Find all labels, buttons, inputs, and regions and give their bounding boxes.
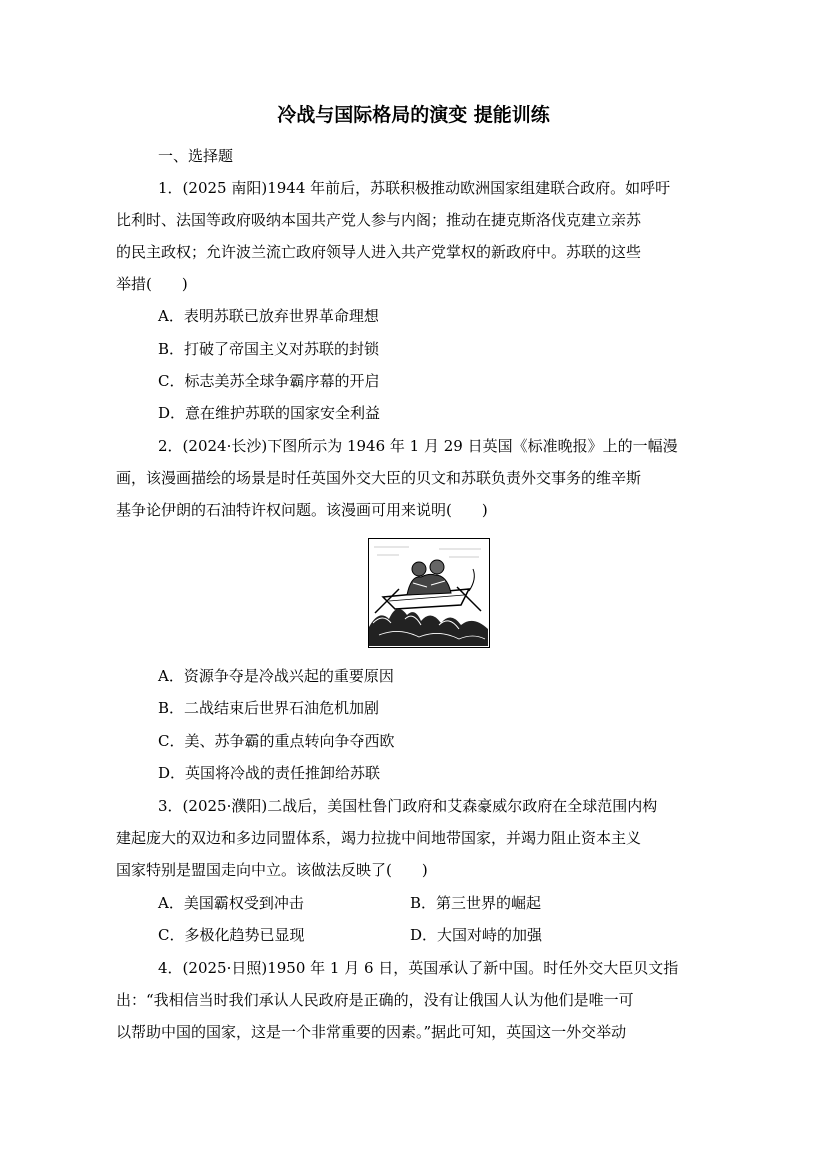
q2-line-1: 2．(2024·长沙)下图所示为 1946 年 1 月 29 日英国《标准晚报》上的一幅漫 <box>158 437 678 455</box>
q3-option-b: B．第三世界的崛起 <box>410 894 542 912</box>
q3-option-c: C．多极化趋势已显现 <box>158 926 305 944</box>
q1-option-a: A．表明苏联已放弃世界革命理想 <box>158 307 379 325</box>
q2-option-c: C．美、苏争霸的重点转向争夺西欧 <box>158 732 395 750</box>
q1-option-d: D．意在维护苏联的国家安全利益 <box>158 404 381 422</box>
q1-line-1: 1．(2025 南阳)1944 年前后，苏联积极推动欧洲国家组建联合政府。如呼吁 <box>158 179 671 197</box>
q2-line-2: 画，该漫画描绘的场景是时任英国外交大臣的贝文和苏联负责外交事务的维辛斯 <box>116 469 642 487</box>
q1-line-2: 比利时、法国等政府吸纳本国共产党人参与内阁；推动在捷克斯洛伐克建立亲苏 <box>116 211 642 229</box>
q1-option-c: C．标志美苏全球争霸序幕的开启 <box>158 372 380 390</box>
q3-option-d: D．大国对峙的加强 <box>410 926 543 944</box>
q2-option-b: B．二战结束后世界石油危机加剧 <box>158 699 380 717</box>
q1-option-b: B．打破了帝国主义对苏联的封锁 <box>158 340 380 358</box>
q2-option-d: D．英国将冷战的责任推卸给苏联 <box>158 764 381 782</box>
q2-option-a: A．资源争夺是冷战兴起的重要原因 <box>158 667 394 685</box>
page-title: 冷战与国际格局的演变 提能训练 <box>277 104 550 126</box>
q1-line-3: 的民主政权；允许波兰流亡政府领导人进入共产党掌权的新政府中。苏联的这些 <box>116 243 642 261</box>
q3-option-a: A．美国霸权受到冲击 <box>158 894 304 912</box>
q3-line-2: 建起庞大的双边和多边同盟体系，竭力拉拢中间地带国家，并竭力阻止资本主义 <box>116 829 642 847</box>
q4-line-2: 出：“我相信当时我们承认人民政府是正确的，没有让俄国人认为他们是唯一可 <box>116 991 634 1009</box>
q1-line-4: 举措( ) <box>116 275 188 293</box>
cartoon-image <box>368 538 490 648</box>
q3-line-3: 国家特别是盟国走向中立。该做法反映了( ) <box>116 861 428 879</box>
q3-line-1: 3．(2025·濮阳)二战后，美国杜鲁门政府和艾森豪威尔政府在全球范围内构 <box>158 797 658 815</box>
q4-line-3: 以帮助中国的国家，这是一个非常重要的因素。”据此可知，英国这一外交举动 <box>116 1023 627 1041</box>
q4-line-1: 4．(2025·日照)1950 年 1 月 6 日，英国承认了新中国。时任外交大臣贝文指 <box>158 959 679 977</box>
section-heading: 一、选择题 <box>158 147 234 165</box>
q2-line-3: 基争论伊朗的石油特许权问题。该漫画可用来说明( ) <box>116 501 488 519</box>
